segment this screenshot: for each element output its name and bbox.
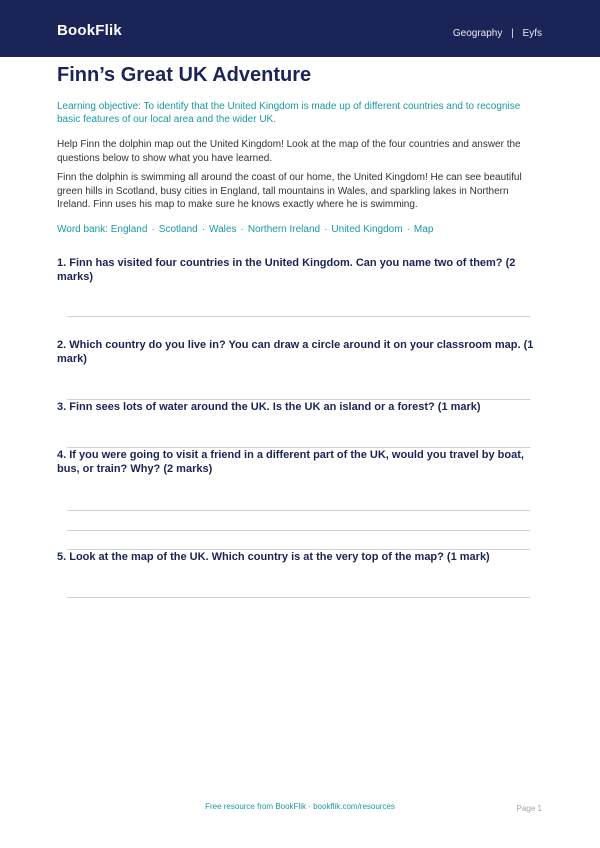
word-separator: · — [201, 224, 206, 235]
answer-line[interactable] — [67, 399, 530, 400]
story-paragraph: Finn the dolphin is swimming all around the coast of our home, the United Kingdom! He can see beautiful green hills in Scotland, busy cities in England, tall mountains in Wales, and sparkling lakes in Northern Ireland. Finn uses his map to make sure he knows exactly where he is swimming. — [57, 172, 522, 210]
page-header — [0, 0, 600, 57]
word-separator: · — [240, 224, 244, 235]
word-separator: · — [406, 224, 410, 235]
word-separator: · — [151, 224, 155, 235]
subject-label: Geography — [452, 28, 503, 39]
question-5: 5. Look at the map of the UK. Which country is at the very top of the map? (1 mark) — [57, 551, 490, 563]
word-bank-word: Northern Ireland — [247, 224, 321, 235]
question-4: 4. If you were going to visit a friend in a different part of the UK, would you travel by boat, bus, or train? Why? (2 marks) — [57, 449, 524, 475]
question-2: 2. Which country do you live in? You can draw a circle around it on your classroom map. (1 mark) — [57, 339, 534, 365]
question-1: 1. Finn has visited four countries in the United Kingdom. Can you name two of them? (2 marks) — [57, 257, 516, 283]
answer-line[interactable] — [67, 510, 530, 511]
subject-meta — [453, 28, 542, 39]
page-title: Finn’s Great UK Adventure — [57, 64, 312, 86]
brand-logo-text: BookFlik — [57, 22, 122, 39]
learning-objective: Learning objective: To identify that the United Kingdom is made up of different countries and to recognise basic features of our local area and the wider UK. — [57, 101, 521, 125]
meta-separator: | — [511, 28, 514, 39]
answer-line[interactable] — [67, 316, 530, 317]
level-label: Eyfs — [522, 28, 542, 39]
word-bank-word: United Kingdom — [331, 224, 403, 235]
answer-line[interactable] — [67, 597, 530, 598]
word-bank-word: Map — [413, 224, 434, 235]
word-bank-label: Word bank: — [57, 224, 108, 235]
question-3: 3. Finn sees lots of water around the UK. Is the UK an island or a forest? (1 mark) — [57, 401, 481, 413]
word-separator: · — [324, 224, 328, 235]
word-bank — [57, 224, 433, 235]
page-number: Page 1 — [516, 804, 542, 813]
answer-line[interactable] — [67, 530, 530, 531]
word-bank-word: Scotland — [158, 224, 198, 235]
word-bank-word: England — [110, 224, 148, 235]
word-bank-word: Wales — [209, 224, 237, 235]
footer-credit: Free resource from BookFlik · bookflik.com/resources — [205, 802, 395, 811]
intro-paragraph: Help Finn the dolphin map out the United Kingdom! Look at the map of the four countries and answer the questions below to show what you have learned. — [57, 139, 521, 164]
